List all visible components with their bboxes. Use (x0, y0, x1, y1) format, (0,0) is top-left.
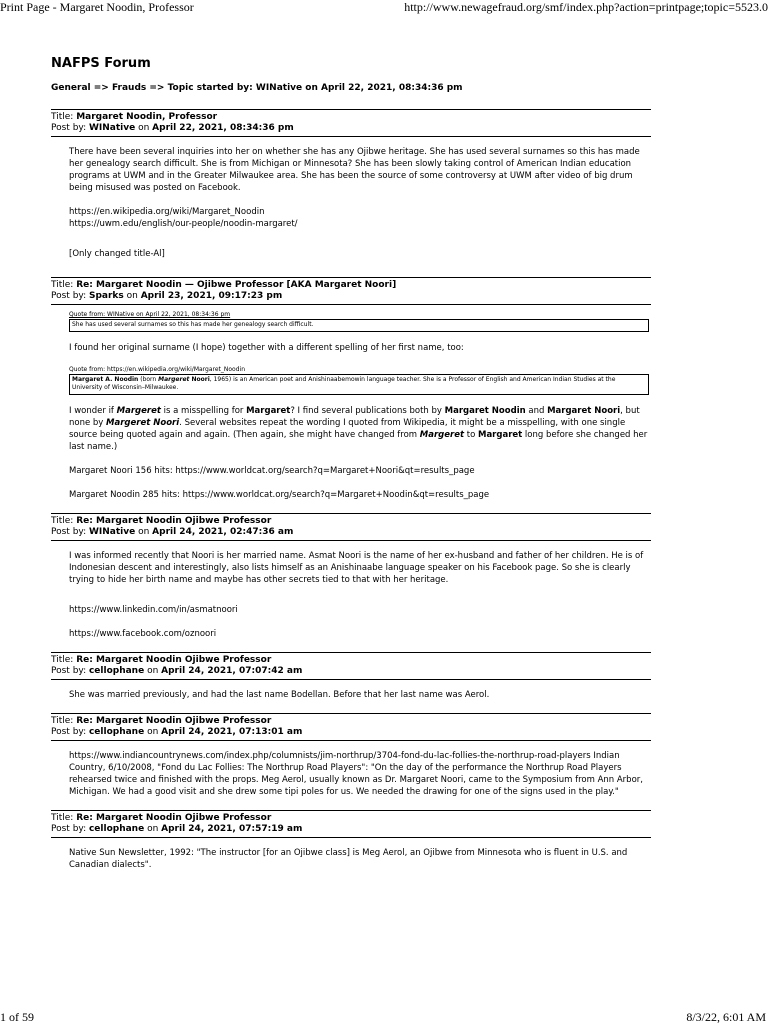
post-body (51, 541, 651, 640)
post-link: https://en.wikipedia.org/wiki/Margaret_Noodin (69, 207, 265, 217)
quote-box (69, 374, 649, 395)
post-paragraph: https://www.indiancountrynews.com/index.php/columnists/jim-northrup/3704-fond-du-lac-follies-the-northrup-road-players Indian Country, 6/10/2008, "Fond du Lac Follies: The Northrup Road Players": "On the day of the performance the Northrup Road Players rehearsed twice and finished with the props. Meg Aerol, usually known as Dr. Margaret Noori, came to the Symposium from Ann Arbor, Michigan. We had a good visit and she drew some tipi poles for us. We needed the drawing for one of the signs used in the play." (69, 750, 643, 797)
page-count: 1 of 59 (0, 1010, 34, 1024)
post-header (51, 514, 651, 541)
post-body (51, 741, 651, 798)
post (51, 713, 651, 798)
post (51, 109, 651, 260)
post-date: April 23, 2021, 09:17:23 pm (140, 291, 283, 301)
on-label: on (144, 665, 162, 676)
print-header (0, 0, 768, 14)
quote-text: (born (138, 375, 159, 383)
text: is a misspelling for (160, 405, 247, 416)
post-title: Re: Margaret Noodin Ojibwe Professor (76, 515, 272, 526)
bold: Margaret (246, 405, 291, 416)
quote-bold-italic: Margeret (158, 375, 190, 383)
post-author: WINative (88, 123, 136, 133)
post-link: https://www.facebook.com/oznoori (69, 628, 217, 639)
post-title: Margaret Noodin, Professor (76, 112, 218, 122)
on-label: on (144, 726, 162, 737)
print-footer (0, 1010, 768, 1024)
quote-header: Quote from: WINative on April 22, 2021, 08:34:36 pm (69, 311, 231, 318)
post-link: https://uwm.edu/english/our-people/noodin-margaret/ (69, 219, 298, 229)
post (51, 277, 651, 501)
post-date: April 24, 2021, 02:47:36 am (152, 526, 294, 537)
post-header (51, 653, 651, 680)
post-paragraph: She was married previously, and had the last name Bodellan. Before that her last name was Aerol. (69, 689, 490, 700)
text: . Several websites repeat the wording I quoted from Wikipedia, it might be a misspelling, with one single source being quoted again and again. (Then again, she might have changed from (69, 417, 626, 440)
edit-note: [Only changed title-Al] (69, 249, 165, 259)
post-author: WINative (88, 526, 136, 537)
text: , but none by (69, 405, 640, 428)
on-label: on (144, 823, 162, 834)
post-by-label: Post by: (51, 291, 89, 301)
print-timestamp: 8/3/22, 6:01 AM (686, 1010, 766, 1024)
post-link: https://www.linkedin.com/in/asmatnoori (69, 604, 238, 615)
post-body (51, 838, 651, 871)
post-header (51, 811, 651, 838)
on-label: on (123, 291, 141, 301)
post-by-label: Post by: (51, 823, 89, 834)
quote-text: , 1965) is an American poet and Anishinaabemowin language teacher. She is a Professor of English and American Indian Studies at the University of Wisconsin–Milwaukee. (72, 375, 616, 391)
post-body (51, 137, 651, 260)
post-header (51, 110, 651, 137)
post-date: April 24, 2021, 07:07:42 am (161, 665, 303, 676)
bold-italic: Margeret (116, 405, 161, 416)
title-label: Title: (51, 280, 77, 290)
print-header-url: http://www.newagefraud.org/smf/index.php?action=printpage;topic=5523.0 (404, 0, 768, 14)
post-date: April 22, 2021, 08:34:36 pm (152, 123, 294, 133)
post-date: April 24, 2021, 07:57:19 am (161, 823, 303, 834)
post-by-label: Post by: (51, 665, 89, 676)
post-author: cellophane (88, 665, 145, 676)
title-label: Title: (51, 112, 77, 122)
post-title: Re: Margaret Noodin Ojibwe Professor (76, 812, 272, 823)
post-paragraph: Native Sun Newsletter, 1992: "The instructor [for an Ojibwe class] is Meg Aerol, an Ojibwe from Minnesota who is fluent in U.S. and Canadian dialects". (69, 847, 628, 870)
breadcrumb: General => Frauds => Topic started by: WINative on April 22, 2021, 08:34:36 pm (51, 83, 463, 93)
post-by-label: Post by: (51, 123, 89, 133)
text: long before she changed her last name.) (69, 429, 648, 452)
text: ? I find several publications both by (290, 405, 445, 416)
title-label: Title: (51, 654, 77, 665)
post-title: Re: Margaret Noodin — Ojibwe Professor [AKA Margaret Noori] (76, 280, 397, 290)
text: I wonder if (69, 405, 117, 416)
quote-bold: Margaret A. Noodin (72, 375, 139, 383)
post-paragraph: I was informed recently that Noori is her married name. Asmat Noori is the name of her ex-husband and father of her children. He is of Indonesian descent and interestingly, also lists himself as an Anishinaabe language speaker on his Facebook page. So she is clearly trying to hide her birth name and maybe has other secrets tied to that with her heritage. (69, 550, 644, 585)
post-author: cellophane (88, 823, 145, 834)
page-content (51, 56, 651, 871)
post-paragraph: Margaret Noodin 285 hits: https://www.worldcat.org/search?q=Margaret+Noodin&qt=results_page (69, 489, 490, 500)
quote-bold: Noori (189, 375, 210, 383)
bold: Margaret Noori (547, 405, 621, 416)
post-header (51, 278, 651, 305)
post-paragraph: I found her original surname (I hope) together with a different spelling of her first name, too: (69, 342, 464, 353)
title-label: Title: (51, 715, 77, 726)
on-label: on (135, 123, 153, 133)
post-header (51, 714, 651, 741)
post (51, 810, 651, 871)
print-header-title: Print Page - Margaret Noodin, Professor (0, 0, 194, 14)
post-paragraph: Margaret Noori 156 hits: https://www.worldcat.org/search?q=Margaret+Noori&qt=results_page (69, 465, 475, 476)
on-label: on (135, 526, 153, 537)
post (51, 652, 651, 701)
post-body (51, 680, 651, 701)
bold-italic: Margeret (419, 429, 465, 440)
bold: Margaret Noodin (444, 405, 526, 416)
post-author: cellophane (88, 726, 145, 737)
post-paragraph: There have been several inquiries into her on whether she has any Ojibwe heritage. She has used several surnames so this has made her genealogy search difficult. She is from Michigan or Minnesota? She has been slowly taking control of American Indian education programs at UWM and in the Greater Milwaukee area. She has been the source of some controversy at UWM after video of big drum being misused was posted on Facebook. (69, 147, 640, 193)
post-paragraph (69, 405, 651, 453)
post-title: Re: Margaret Noodin Ojibwe Professor (76, 715, 272, 726)
post-date: April 24, 2021, 07:13:01 am (161, 726, 303, 737)
title-label: Title: (51, 812, 77, 823)
title-label: Title: (51, 515, 77, 526)
post-by-label: Post by: (51, 726, 89, 737)
quote-box: She has used several surnames so this has made her genealogy search difficult. (69, 319, 649, 332)
post-author: Sparks (88, 291, 124, 301)
post-title: Re: Margaret Noodin Ojibwe Professor (76, 654, 272, 665)
text: and (525, 405, 548, 416)
bold: Margaret (477, 429, 523, 440)
bold-italic: Margeret Noori (106, 417, 180, 428)
text: to (464, 429, 478, 440)
post-by-label: Post by: (51, 526, 89, 537)
post-body (51, 305, 651, 501)
post (51, 513, 651, 640)
quote-header: Quote from: https://en.wikipedia.org/wiki/Margaret_Noodin (69, 365, 246, 373)
forum-title: NAFPS Forum (51, 56, 151, 71)
